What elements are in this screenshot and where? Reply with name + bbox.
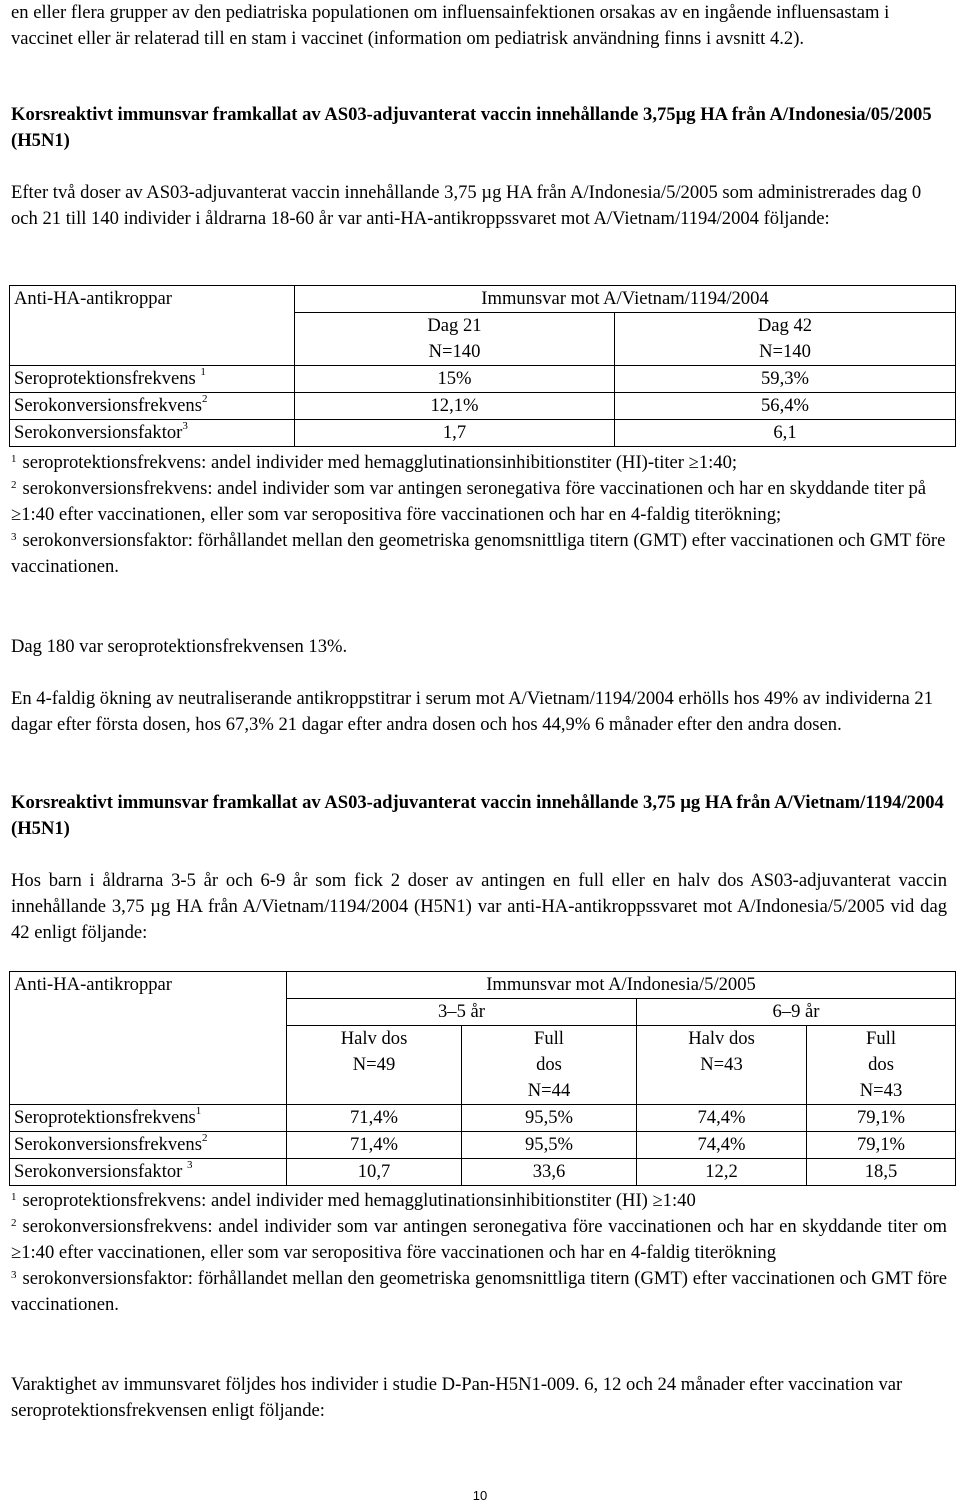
table-header-row	[10, 286, 956, 313]
row-label-text: Seroprotektionsfrekvens	[14, 368, 196, 389]
footnote	[11, 476, 947, 528]
dose-header-line: dos	[868, 1054, 894, 1075]
row-label-text: Serokonversionsfrekvens	[14, 395, 202, 416]
dose-header-line: Full	[534, 1028, 564, 1049]
footnote	[11, 450, 947, 476]
table-row	[10, 393, 956, 420]
table-cross-reactive-vietnam	[9, 971, 956, 1186]
table-cell: 74,4%	[637, 1105, 807, 1132]
subheader-line: Dag 21	[427, 315, 482, 336]
table-cell: 74,4%	[637, 1132, 807, 1159]
section2-footnotes	[11, 1188, 947, 1318]
group-header: Immunsvar mot A/Indonesia/5/2005	[287, 972, 956, 999]
table-row	[10, 420, 956, 447]
column-header: Anti-HA-antikroppar	[10, 286, 295, 313]
duration-paragraph: Varaktighet av immunsvaret följdes hos individer i studie D-Pan-H5N1-009. 6, 12 och 24 månader efter vaccination var seroprotektionsfrekvensen enligt följande:	[11, 1374, 903, 1421]
table-cell: 12,1%	[295, 393, 615, 420]
table-header-row	[10, 972, 956, 999]
subheader-line: N=140	[428, 341, 481, 362]
section1-heading: Korsreaktivt immunsvar framkallat av AS03-adjuvanterat vaccin innehållande 3,75µg HA från A/Indonesia/05/2005 (H5N1)	[11, 104, 932, 151]
row-label	[10, 420, 295, 447]
table-cell: 12,2	[637, 1159, 807, 1186]
footnote-ref: 3	[182, 419, 188, 432]
dose-header	[637, 1026, 807, 1105]
dose-header-line: dos	[536, 1054, 562, 1075]
footnote-number: 1	[11, 1191, 17, 1203]
footnote-ref: 2	[201, 392, 208, 405]
footnote-text: serokonversionsfrekvens: andel individer som var antingen seronegativa före vaccinationen och har en skyddande titer om ≥1:40 efter vaccinationen, eller som var seropositiva före vaccinationen och har en 4-faldig titerökning	[11, 1216, 947, 1263]
table-cell: 56,4%	[615, 393, 956, 420]
footnote	[11, 528, 947, 580]
table-subheader-row	[10, 313, 956, 366]
group-header: Immunsvar mot A/Vietnam/1194/2004	[295, 286, 956, 313]
section1-footnotes	[11, 450, 947, 580]
footnote-number: 1	[11, 453, 17, 465]
dose-header-line: N=44	[527, 1080, 571, 1101]
footnote	[11, 1266, 947, 1318]
row-label-text: Serokonversionsfrekvens	[14, 1134, 202, 1155]
row-label	[10, 393, 295, 420]
intro-paragraph: en eller flera grupper av den pediatriska populationen om influensainfektionen orsakas av en ingående influensastam i vaccinet eller är relaterad till en stam i vaccinet (information om pediatrisk användning finns i avsnitt 4.2).	[11, 2, 890, 49]
empty-cell	[10, 1026, 287, 1105]
table-cell: 79,1%	[807, 1132, 956, 1159]
table-cell: 18,5	[807, 1159, 956, 1186]
footnote-ref: 1	[200, 365, 206, 378]
age-group-row	[10, 999, 956, 1026]
row-label	[10, 1105, 287, 1132]
dose-header	[807, 1026, 956, 1105]
footnote-text: serokonversionsfaktor: förhållandet mellan den geometriska genomsnittliga titern (GMT) efter vaccinationen och GMT före vaccinationen.	[11, 530, 946, 577]
table-cell: 71,4%	[287, 1105, 462, 1132]
table-cell: 15%	[295, 366, 615, 393]
row-label	[10, 1132, 287, 1159]
row-label-text: Serokonversionsfaktor	[14, 1161, 187, 1182]
empty-cell	[10, 999, 287, 1026]
page-number: 10	[472, 1488, 488, 1503]
footnote-number: 2	[11, 479, 17, 491]
dose-header	[287, 1026, 462, 1105]
table-row	[10, 1105, 956, 1132]
section2-heading: Korsreaktivt immunsvar framkallat av AS03-adjuvanterat vaccin innehållande 3,75 µg HA från A/Vietnam/1194/2004 (H5N1)	[11, 792, 944, 839]
row-label-text: Serokonversionsfaktor	[14, 422, 183, 443]
dose-header-line: Full	[866, 1028, 896, 1049]
table-row	[10, 1159, 956, 1186]
dose-header-line: N=43	[700, 1054, 743, 1075]
table-cell: 10,7	[287, 1159, 462, 1186]
section1-paragraph: Efter två doser av AS03-adjuvanterat vaccin innehållande 3,75 µg HA från A/Indonesia/5/2005 som administrerades dag 0 och 21 till 140 individer i åldrarna 18-60 år var anti-HA-antikroppssvaret mot A/Vietnam/1194/2004 följande:	[11, 182, 922, 229]
section2-paragraph: Hos barn i åldrarna 3-5 år och 6-9 år som fick 2 doser av antingen en full eller en halv dos AS03-adjuvanterat vaccin innehållande 3,75 µg HA från A/Vietnam/1194/2004 (H5N1) var anti-HA-antikroppssvaret mot A/Indonesia/5/2005 vid dag 42 enligt följande:	[11, 870, 947, 943]
footnote-ref: 1	[195, 1104, 202, 1117]
age-group-6-9: 6–9 år	[637, 999, 956, 1026]
footnote	[11, 1188, 947, 1214]
row-label	[10, 1159, 287, 1186]
footnote-text: serokonversionsfaktor: förhållandet mellan den geometriska genomsnittliga titern (GMT) efter vaccinationen och GMT före vaccinationen.	[11, 1268, 947, 1315]
table-cell: 79,1%	[807, 1105, 956, 1132]
age-group-3-5: 3–5 år	[287, 999, 637, 1026]
subheader-line: Dag 42	[757, 315, 813, 336]
table-row	[10, 1132, 956, 1159]
table-cell: 1,7	[295, 420, 615, 447]
empty-cell	[10, 313, 295, 366]
dose-header-line: N=49	[352, 1054, 396, 1075]
table-cell: 6,1	[615, 420, 956, 447]
footnote-text: serokonversionsfrekvens: andel individer som var antingen seronegativa före vaccinationen och har en skyddande titer på ≥1:40 efter vaccinationen, eller som var seropositiva före vaccinationen och har en 4-faldig titerökning;	[11, 478, 927, 525]
table-cell: 33,6	[462, 1159, 637, 1186]
dose-header-line: Halv dos	[340, 1028, 408, 1049]
footnote-text: seroprotektionsfrekvens: andel individer med hemagglutinationsinhibitionstiter (HI) ≥1:40	[22, 1190, 696, 1211]
subheader-line: N=140	[759, 341, 811, 362]
day180-paragraph: Dag 180 var seroprotektionsfrekvensen 13%.	[11, 636, 348, 657]
footnote-number: 2	[11, 1217, 17, 1229]
dose-header-line: Halv dos	[688, 1028, 755, 1049]
table-cell: 59,3%	[615, 366, 956, 393]
table-cell: 95,5%	[462, 1105, 637, 1132]
table-cross-reactive-indonesia	[9, 285, 956, 447]
footnote-ref: 3	[187, 1158, 193, 1171]
footnote-text: seroprotektionsfrekvens: andel individer med hemagglutinationsinhibitionstiter (HI)-titer ≥1:40;	[22, 452, 738, 473]
dose-header-row	[10, 1026, 956, 1105]
row-label	[10, 366, 295, 393]
table-cell: 71,4%	[287, 1132, 462, 1159]
footnote-number: 3	[11, 1269, 17, 1281]
footnote-ref: 2	[201, 1131, 208, 1144]
neutralising-paragraph: En 4-faldig ökning av neutraliserande antikroppstitrar i serum mot A/Vietnam/1194/2004 erhölls hos 49% av individerna 21 dagar efter första dosen, hos 67,3% 21 dagar efter andra dosen och hos 44,9% 6 månader efter den andra dosen.	[11, 688, 934, 735]
subheader-day42	[615, 313, 956, 366]
footnote-number: 3	[11, 531, 17, 543]
subheader-day21	[295, 313, 615, 366]
dose-header	[462, 1026, 637, 1105]
dose-header-line: N=43	[859, 1080, 903, 1101]
column-header: Anti-HA-antikroppar	[10, 972, 287, 999]
table-row	[10, 366, 956, 393]
footnote	[11, 1214, 947, 1266]
row-label-text: Seroprotektionsfrekvens	[14, 1107, 196, 1128]
table-cell: 95,5%	[462, 1132, 637, 1159]
